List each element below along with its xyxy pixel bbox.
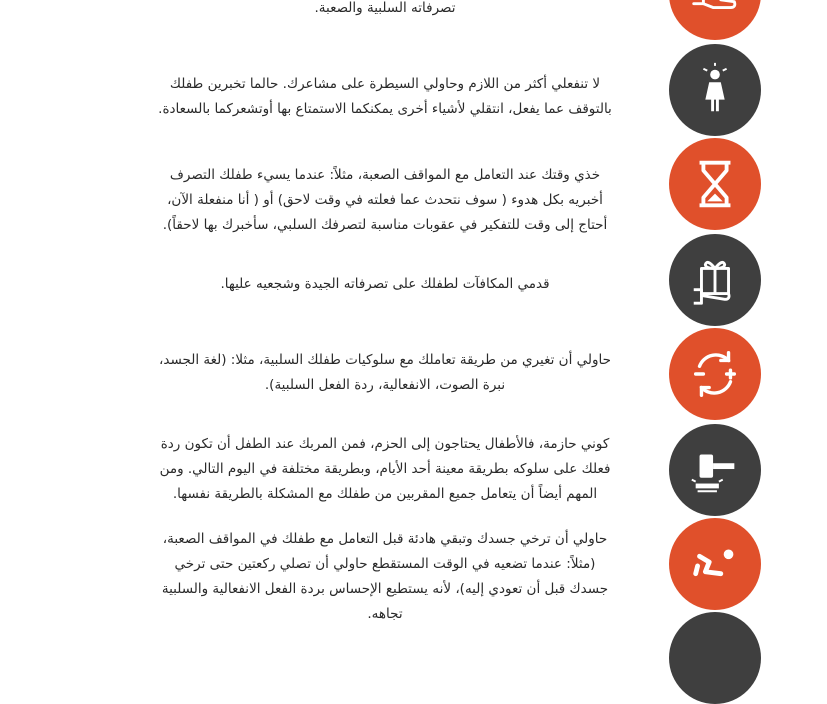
text-line: نبرة الصوت، الانفعالية، ردة الفعل السلبية). — [264, 377, 506, 393]
text-line: فعلك على سلوكه بطريقة معينة أحد الأيام، وبطريقة مختلفة في اليوم التالي. ومن — [159, 461, 611, 477]
text-line: قدمي المكافآت لطفلك على تصرفاته الجيدة وشجعيه عليها. — [220, 276, 550, 292]
partial-icon — [669, 612, 761, 704]
tip-text-2 — [120, 72, 650, 122]
refresh-icon — [669, 328, 761, 420]
text-line: حاولي أن تغيري من طريقة تعاملك مع سلوكيات طفلك السلبية، مثلا: (لغة الجسد، — [159, 352, 611, 368]
text-line: خذي وقتك عند التعامل مع المواقف الصعبة، مثلاً: عندما يسيء طفلك التصرف — [169, 167, 601, 183]
tip-text-3 — [120, 163, 650, 238]
gift-icon — [669, 234, 761, 326]
text-line: تجاهه. — [367, 606, 403, 622]
relax-icon — [669, 518, 761, 610]
text-line: بالتوقف عما يفعل، انتقلي لأشياء أخرى يمكنكما الاستمتاع بها أوتشعركما بالسعادة. — [158, 101, 612, 117]
tip-text-1 — [120, 0, 650, 21]
text-line: لا تنفعلي أكثر من اللازم وحاولي السيطرة على مشاعرك. حالما تخبرين طفلك — [169, 76, 601, 92]
tip-text-4 — [120, 272, 650, 297]
text-line: جسدك قبل أن تعودي إليه)، لأنه يستطيع الإحساس بردة الفعل الانفعالية والسلبية — [161, 581, 609, 597]
gavel-icon — [669, 424, 761, 516]
hourglass-icon — [669, 138, 761, 230]
hand-icon — [669, 0, 761, 40]
text-line: (مثلاً: عندما تضعيه في الوقت المستقطع حاولي أن تصلي ركعتين حتى ترخي — [174, 556, 596, 572]
text-line: حاولي أن ترخي جسدك وتبقي هادئة قبل التعامل مع طفلك في المواقف الصعبة، — [162, 531, 608, 547]
text-line: كوني حازمة، فالأطفال يحتاجون إلى الحزم، فمن المربك عند الطفل أن تكون ردة — [160, 436, 610, 452]
text-line: تصرفاته السلبية والصعبة. — [314, 0, 456, 16]
tip-text-5 — [120, 348, 650, 398]
text-line: أحتاج إلى وقت للتفكير في عقوبات مناسبة لتصرفك السلبي، سأخبرك بها لاحقاً). — [162, 217, 608, 233]
tip-text-7 — [120, 527, 650, 627]
text-line: أخبريه بكل هدوء ( سوف نتحدث عما فعلته في وقت لاحق) أو ( أنا منفعلة الآن، — [167, 192, 603, 208]
woman-icon — [669, 44, 761, 136]
tip-text-6 — [120, 432, 650, 507]
text-line: المهم أيضاً أن يتعامل جميع المقربين من طفلك مع المشكلة بالطريقة نفسها. — [172, 486, 598, 502]
